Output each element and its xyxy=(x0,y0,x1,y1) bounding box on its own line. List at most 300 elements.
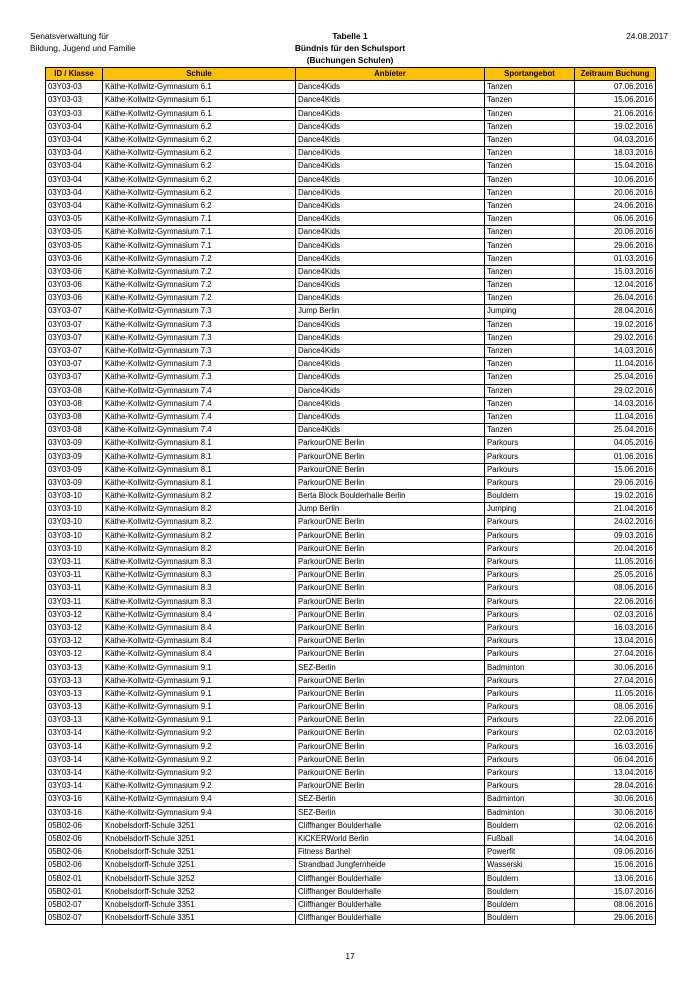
cell-date: 13.04.2016 xyxy=(575,635,656,648)
cell-sport: Tanzen xyxy=(485,133,575,146)
table-row xyxy=(46,846,656,859)
cell-school: Käthe-Kollwitz-Gymnasium 7.3 xyxy=(103,331,296,344)
cell-date: 12.04.2016 xyxy=(575,279,656,292)
cell-date: 19.02.2016 xyxy=(575,120,656,133)
cell-id: 03Y03-13 xyxy=(46,687,103,700)
cell-id: 03Y03-11 xyxy=(46,555,103,568)
cell-id: 03Y03-09 xyxy=(46,463,103,476)
cell-school: Käthe-Kollwitz-Gymnasium 8.3 xyxy=(103,582,296,595)
cell-provider: Dance4Kids xyxy=(296,292,485,305)
cell-school: Käthe-Kollwitz-Gymnasium 6.2 xyxy=(103,186,296,199)
cell-provider: Cliffhanger Boulderhalle xyxy=(296,872,485,885)
cell-id: 03Y03-10 xyxy=(46,529,103,542)
table-row xyxy=(46,476,656,489)
cell-id: 03Y03-08 xyxy=(46,397,103,410)
cell-sport: Parkours xyxy=(485,529,575,542)
cell-sport: Tanzen xyxy=(485,213,575,226)
cell-sport: Wasserski xyxy=(485,859,575,872)
cell-school: Käthe-Kollwitz-Gymnasium 6.1 xyxy=(103,81,296,94)
cell-school: Käthe-Kollwitz-Gymnasium 9.1 xyxy=(103,687,296,700)
cell-provider: ParkourONE Berlin xyxy=(296,542,485,555)
cell-sport: Tanzen xyxy=(485,239,575,252)
cell-school: Käthe-Kollwitz-Gymnasium 8.2 xyxy=(103,542,296,555)
cell-id: 03Y03-11 xyxy=(46,582,103,595)
cell-provider: ParkourONE Berlin xyxy=(296,635,485,648)
table-row xyxy=(46,120,656,133)
table-row xyxy=(46,621,656,634)
cell-sport: Bouldern xyxy=(485,872,575,885)
cell-id: 03Y03-05 xyxy=(46,226,103,239)
cell-sport: Tanzen xyxy=(485,397,575,410)
cell-sport: Bouldern xyxy=(485,885,575,898)
cell-id: 03Y03-14 xyxy=(46,766,103,779)
cell-date: 16.03.2016 xyxy=(575,740,656,753)
cell-provider: SEZ-Berlin xyxy=(296,793,485,806)
cell-date: 08.06.2016 xyxy=(575,898,656,911)
cell-sport: Tanzen xyxy=(485,199,575,212)
cell-provider: ParkourONE Berlin xyxy=(296,516,485,529)
cell-sport: Tanzen xyxy=(485,371,575,384)
cell-date: 22.06.2016 xyxy=(575,595,656,608)
table-row xyxy=(46,912,656,925)
table-row xyxy=(46,753,656,766)
cell-date: 15.03.2016 xyxy=(575,265,656,278)
cell-date: 15.04.2016 xyxy=(575,160,656,173)
cell-school: Käthe-Kollwitz-Gymnasium 9.4 xyxy=(103,793,296,806)
cell-sport: Badminton xyxy=(485,793,575,806)
table-row xyxy=(46,450,656,463)
cell-id: 03Y03-10 xyxy=(46,490,103,503)
table-row xyxy=(46,81,656,94)
cell-school: Knobelsdorff-Schule 3351 xyxy=(103,898,296,911)
page-number: 17 xyxy=(345,951,355,961)
cell-school: Käthe-Kollwitz-Gymnasium 7.4 xyxy=(103,424,296,437)
cell-id: 03Y03-07 xyxy=(46,371,103,384)
cell-date: 27.04.2016 xyxy=(575,648,656,661)
cell-date: 30.06.2016 xyxy=(575,661,656,674)
table-row xyxy=(46,213,656,226)
cell-date: 01.06.2016 xyxy=(575,450,656,463)
cell-provider: ParkourONE Berlin xyxy=(296,437,485,450)
cell-school: Käthe-Kollwitz-Gymnasium 8.1 xyxy=(103,450,296,463)
cell-sport: Parkours xyxy=(485,463,575,476)
table-row xyxy=(46,226,656,239)
cell-date: 27.04.2016 xyxy=(575,674,656,687)
cell-provider: SEZ-Berlin xyxy=(296,806,485,819)
cell-id: 03Y03-10 xyxy=(46,503,103,516)
table-row xyxy=(46,529,656,542)
cell-sport: Jumping xyxy=(485,503,575,516)
cell-provider: Dance4Kids xyxy=(296,318,485,331)
cell-provider: ParkourONE Berlin xyxy=(296,648,485,661)
cell-school: Käthe-Kollwitz-Gymnasium 8.4 xyxy=(103,648,296,661)
cell-id: 03Y03-07 xyxy=(46,318,103,331)
cell-school: Käthe-Kollwitz-Gymnasium 8.1 xyxy=(103,463,296,476)
cell-sport: Bouldern xyxy=(485,819,575,832)
cell-provider: Dance4Kids xyxy=(296,147,485,160)
cell-provider: Dance4Kids xyxy=(296,173,485,186)
table-header-row xyxy=(46,68,656,81)
cell-date: 19.02.2016 xyxy=(575,318,656,331)
cell-id: 03Y03-16 xyxy=(46,793,103,806)
cell-provider: ParkourONE Berlin xyxy=(296,687,485,700)
cell-sport: Bouldern xyxy=(485,912,575,925)
cell-provider: Dance4Kids xyxy=(296,279,485,292)
cell-school: Knobelsdorff-Schule 3251 xyxy=(103,832,296,845)
title-line-2: Bündnis für den Schulsport xyxy=(294,43,406,53)
cell-id: 03Y03-04 xyxy=(46,133,103,146)
title-line-3: (Buchungen Schulen) xyxy=(306,55,394,65)
cell-school: Käthe-Kollwitz-Gymnasium 8.2 xyxy=(103,490,296,503)
cell-id: 03Y03-14 xyxy=(46,780,103,793)
cell-date: 26.04.2016 xyxy=(575,292,656,305)
column-header-id: ID / Klasse xyxy=(46,68,103,81)
cell-provider: Dance4Kids xyxy=(296,384,485,397)
cell-school: Käthe-Kollwitz-Gymnasium 6.2 xyxy=(103,160,296,173)
table-row xyxy=(46,582,656,595)
cell-id: 03Y03-14 xyxy=(46,753,103,766)
cell-provider: ParkourONE Berlin xyxy=(296,701,485,714)
table-row xyxy=(46,239,656,252)
cell-id: 05B02-07 xyxy=(46,912,103,925)
table-row xyxy=(46,371,656,384)
cell-provider: Strandbad Jungfernheide xyxy=(296,859,485,872)
cell-sport: Parkours xyxy=(485,476,575,489)
cell-id: 03Y03-13 xyxy=(46,661,103,674)
column-header-school: Schule xyxy=(103,68,296,81)
cell-id: 03Y03-04 xyxy=(46,186,103,199)
cell-date: 04.05.2016 xyxy=(575,437,656,450)
cell-sport: Parkours xyxy=(485,516,575,529)
cell-provider: Dance4Kids xyxy=(296,239,485,252)
cell-school: Käthe-Kollwitz-Gymnasium 7.3 xyxy=(103,305,296,318)
cell-provider: Dance4Kids xyxy=(296,94,485,107)
cell-school: Käthe-Kollwitz-Gymnasium 6.2 xyxy=(103,133,296,146)
cell-school: Käthe-Kollwitz-Gymnasium 7.2 xyxy=(103,265,296,278)
cell-school: Käthe-Kollwitz-Gymnasium 9.2 xyxy=(103,780,296,793)
table-row xyxy=(46,133,656,146)
cell-date: 11.05.2016 xyxy=(575,687,656,700)
cell-date: 14.04.2016 xyxy=(575,832,656,845)
cell-school: Käthe-Kollwitz-Gymnasium 8.1 xyxy=(103,476,296,489)
cell-provider: Dance4Kids xyxy=(296,226,485,239)
table-row xyxy=(46,674,656,687)
cell-id: 03Y03-16 xyxy=(46,806,103,819)
cell-school: Käthe-Kollwitz-Gymnasium 7.4 xyxy=(103,410,296,423)
cell-date: 15.06.2016 xyxy=(575,463,656,476)
cell-sport: Tanzen xyxy=(485,424,575,437)
cell-school: Käthe-Kollwitz-Gymnasium 7.1 xyxy=(103,226,296,239)
cell-school: Käthe-Kollwitz-Gymnasium 7.4 xyxy=(103,384,296,397)
cell-sport: Parkours xyxy=(485,621,575,634)
cell-sport: Parkours xyxy=(485,740,575,753)
cell-sport: Parkours xyxy=(485,569,575,582)
cell-date: 21.04.2016 xyxy=(575,503,656,516)
cell-sport: Tanzen xyxy=(485,226,575,239)
cell-date: 20.04.2016 xyxy=(575,542,656,555)
cell-sport: Fußball xyxy=(485,832,575,845)
table-row xyxy=(46,305,656,318)
cell-provider: ParkourONE Berlin xyxy=(296,727,485,740)
cell-date: 14.03.2016 xyxy=(575,344,656,357)
cell-id: 03Y03-14 xyxy=(46,727,103,740)
table-row xyxy=(46,358,656,371)
cell-provider: ParkourONE Berlin xyxy=(296,608,485,621)
cell-sport: Parkours xyxy=(485,635,575,648)
cell-provider: Cliffhanger Boulderhalle xyxy=(296,819,485,832)
table-row xyxy=(46,199,656,212)
document-title xyxy=(230,30,470,66)
cell-provider: Dance4Kids xyxy=(296,265,485,278)
cell-provider: Jump Berlin xyxy=(296,305,485,318)
table-row xyxy=(46,832,656,845)
cell-id: 05B02-06 xyxy=(46,859,103,872)
cell-provider: Dance4Kids xyxy=(296,331,485,344)
cell-date: 29.06.2016 xyxy=(575,239,656,252)
cell-id: 03Y03-12 xyxy=(46,648,103,661)
table-row xyxy=(46,186,656,199)
cell-sport: Tanzen xyxy=(485,265,575,278)
cell-provider: ParkourONE Berlin xyxy=(296,463,485,476)
cell-date: 25.05.2016 xyxy=(575,569,656,582)
table-row xyxy=(46,885,656,898)
cell-id: 03Y03-12 xyxy=(46,608,103,621)
cell-provider: ParkourONE Berlin xyxy=(296,674,485,687)
table-row xyxy=(46,331,656,344)
table-row xyxy=(46,793,656,806)
cell-provider: Dance4Kids xyxy=(296,344,485,357)
cell-school: Käthe-Kollwitz-Gymnasium 7.1 xyxy=(103,213,296,226)
cell-school: Knobelsdorff-Schule 3251 xyxy=(103,859,296,872)
cell-sport: Parkours xyxy=(485,555,575,568)
table-row xyxy=(46,687,656,700)
cell-provider: Dance4Kids xyxy=(296,120,485,133)
cell-provider: Dance4Kids xyxy=(296,199,485,212)
cell-provider: KiCKERWorld Berlin xyxy=(296,832,485,845)
cell-id: 03Y03-08 xyxy=(46,410,103,423)
cell-id: 03Y03-09 xyxy=(46,476,103,489)
title-line-1: Tabelle 1 xyxy=(332,31,368,41)
cell-id: 03Y03-03 xyxy=(46,94,103,107)
cell-date: 30.06.2016 xyxy=(575,806,656,819)
cell-id: 05B02-01 xyxy=(46,872,103,885)
cell-school: Käthe-Kollwitz-Gymnasium 8.2 xyxy=(103,529,296,542)
cell-id: 03Y03-06 xyxy=(46,265,103,278)
cell-sport: Tanzen xyxy=(485,252,575,265)
cell-id: 03Y03-07 xyxy=(46,358,103,371)
cell-date: 08.06.2016 xyxy=(575,701,656,714)
cell-provider: ParkourONE Berlin xyxy=(296,476,485,489)
cell-date: 08.06.2016 xyxy=(575,582,656,595)
document-date: 24.08.2017 xyxy=(626,31,668,41)
cell-school: Käthe-Kollwitz-Gymnasium 8.3 xyxy=(103,569,296,582)
cell-sport: Jumping xyxy=(485,305,575,318)
cell-provider: Dance4Kids xyxy=(296,358,485,371)
cell-id: 03Y03-11 xyxy=(46,595,103,608)
cell-date: 02.06.2016 xyxy=(575,819,656,832)
table-row xyxy=(46,714,656,727)
table-row xyxy=(46,503,656,516)
table-row xyxy=(46,819,656,832)
cell-school: Käthe-Kollwitz-Gymnasium 8.1 xyxy=(103,437,296,450)
cell-sport: Tanzen xyxy=(485,318,575,331)
cell-date: 11.05.2016 xyxy=(575,555,656,568)
cell-id: 03Y03-11 xyxy=(46,569,103,582)
cell-school: Käthe-Kollwitz-Gymnasium 7.2 xyxy=(103,279,296,292)
cell-sport: Tanzen xyxy=(485,384,575,397)
table-row xyxy=(46,292,656,305)
cell-provider: Fitness Barthel xyxy=(296,846,485,859)
cell-date: 11.04.2016 xyxy=(575,410,656,423)
cell-date: 25.04.2016 xyxy=(575,424,656,437)
table-row xyxy=(46,780,656,793)
cell-date: 10.06.2016 xyxy=(575,173,656,186)
table-row xyxy=(46,595,656,608)
cell-id: 03Y03-13 xyxy=(46,674,103,687)
cell-school: Käthe-Kollwitz-Gymnasium 7.3 xyxy=(103,358,296,371)
cell-school: Käthe-Kollwitz-Gymnasium 9.1 xyxy=(103,674,296,687)
cell-provider: ParkourONE Berlin xyxy=(296,595,485,608)
table-row xyxy=(46,107,656,120)
table-row xyxy=(46,516,656,529)
cell-school: Käthe-Kollwitz-Gymnasium 8.2 xyxy=(103,503,296,516)
column-header-provider: Anbieter xyxy=(296,68,485,81)
cell-provider: Dance4Kids xyxy=(296,160,485,173)
table-row xyxy=(46,279,656,292)
cell-date: 01.03.2016 xyxy=(575,252,656,265)
bookings-table xyxy=(45,67,656,925)
table-row xyxy=(46,410,656,423)
cell-school: Knobelsdorff-Schule 3252 xyxy=(103,872,296,885)
cell-sport: Powerfit xyxy=(485,846,575,859)
cell-school: Käthe-Kollwitz-Gymnasium 8.4 xyxy=(103,621,296,634)
cell-date: 02.03.2016 xyxy=(575,727,656,740)
cell-sport: Parkours xyxy=(485,582,575,595)
table-row xyxy=(46,384,656,397)
table-row xyxy=(46,648,656,661)
cell-sport: Tanzen xyxy=(485,147,575,160)
issuer-block xyxy=(30,30,136,54)
cell-id: 03Y03-08 xyxy=(46,424,103,437)
cell-id: 03Y03-12 xyxy=(46,621,103,634)
cell-id: 03Y03-03 xyxy=(46,81,103,94)
cell-date: 25.04.2016 xyxy=(575,371,656,384)
table-row xyxy=(46,806,656,819)
cell-provider: Dance4Kids xyxy=(296,107,485,120)
cell-sport: Parkours xyxy=(485,714,575,727)
cell-id: 03Y03-13 xyxy=(46,714,103,727)
cell-school: Käthe-Kollwitz-Gymnasium 6.2 xyxy=(103,199,296,212)
cell-school: Käthe-Kollwitz-Gymnasium 9.1 xyxy=(103,701,296,714)
cell-date: 22.06.2016 xyxy=(575,714,656,727)
cell-school: Knobelsdorff-Schule 3351 xyxy=(103,912,296,925)
cell-school: Käthe-Kollwitz-Gymnasium 7.1 xyxy=(103,239,296,252)
issuer-line-2: Bildung, Jugend und Familie xyxy=(30,43,136,53)
cell-provider: Dance4Kids xyxy=(296,213,485,226)
cell-sport: Parkours xyxy=(485,648,575,661)
cell-school: Käthe-Kollwitz-Gymnasium 7.2 xyxy=(103,292,296,305)
cell-id: 03Y03-10 xyxy=(46,542,103,555)
cell-date: 29.02.2016 xyxy=(575,384,656,397)
cell-provider: Dance4Kids xyxy=(296,252,485,265)
cell-sport: Tanzen xyxy=(485,94,575,107)
table-row xyxy=(46,569,656,582)
cell-date: 11.04.2016 xyxy=(575,358,656,371)
cell-date: 28.04.2016 xyxy=(575,780,656,793)
cell-provider: Cliffhanger Boulderhalle xyxy=(296,885,485,898)
cell-date: 24.06.2016 xyxy=(575,199,656,212)
table-row xyxy=(46,635,656,648)
table-row xyxy=(46,318,656,331)
cell-provider: Dance4Kids xyxy=(296,186,485,199)
cell-sport: Badminton xyxy=(485,806,575,819)
table-row xyxy=(46,766,656,779)
table-row xyxy=(46,463,656,476)
cell-id: 03Y03-04 xyxy=(46,160,103,173)
cell-sport: Parkours xyxy=(485,727,575,740)
cell-school: Käthe-Kollwitz-Gymnasium 7.3 xyxy=(103,318,296,331)
table-row xyxy=(46,701,656,714)
cell-date: 15.06.2016 xyxy=(575,94,656,107)
cell-id: 03Y03-12 xyxy=(46,635,103,648)
cell-id: 03Y03-05 xyxy=(46,213,103,226)
cell-provider: Berta Block Boulderhalle Berlin xyxy=(296,490,485,503)
table-row xyxy=(46,147,656,160)
cell-school: Käthe-Kollwitz-Gymnasium 8.2 xyxy=(103,516,296,529)
table-row xyxy=(46,94,656,107)
cell-id: 03Y03-10 xyxy=(46,516,103,529)
cell-sport: Tanzen xyxy=(485,173,575,186)
cell-date: 16.03.2016 xyxy=(575,621,656,634)
cell-school: Käthe-Kollwitz-Gymnasium 9.4 xyxy=(103,806,296,819)
cell-school: Käthe-Kollwitz-Gymnasium 7.3 xyxy=(103,371,296,384)
cell-date: 19.02.2016 xyxy=(575,490,656,503)
cell-sport: Tanzen xyxy=(485,292,575,305)
cell-date: 13.04.2016 xyxy=(575,766,656,779)
cell-school: Käthe-Kollwitz-Gymnasium 7.4 xyxy=(103,397,296,410)
cell-date: 04.03.2016 xyxy=(575,133,656,146)
cell-provider: ParkourONE Berlin xyxy=(296,714,485,727)
cell-sport: Parkours xyxy=(485,450,575,463)
cell-sport: Tanzen xyxy=(485,120,575,133)
table-row xyxy=(46,555,656,568)
issuer-line-1: Senatsverwaltung für xyxy=(30,31,109,41)
cell-date: 02.03.2016 xyxy=(575,608,656,621)
cell-id: 03Y03-09 xyxy=(46,437,103,450)
cell-provider: ParkourONE Berlin xyxy=(296,621,485,634)
cell-provider: ParkourONE Berlin xyxy=(296,450,485,463)
table-row xyxy=(46,265,656,278)
cell-id: 03Y03-06 xyxy=(46,252,103,265)
cell-provider: ParkourONE Berlin xyxy=(296,740,485,753)
table-row xyxy=(46,160,656,173)
cell-id: 03Y03-09 xyxy=(46,450,103,463)
cell-provider: ParkourONE Berlin xyxy=(296,753,485,766)
cell-sport: Bouldern xyxy=(485,490,575,503)
cell-sport: Parkours xyxy=(485,608,575,621)
cell-id: 03Y03-04 xyxy=(46,173,103,186)
cell-id: 05B02-06 xyxy=(46,846,103,859)
cell-sport: Parkours xyxy=(485,701,575,714)
cell-sport: Tanzen xyxy=(485,160,575,173)
cell-school: Käthe-Kollwitz-Gymnasium 9.1 xyxy=(103,661,296,674)
cell-sport: Parkours xyxy=(485,595,575,608)
cell-date: 06.06.2016 xyxy=(575,213,656,226)
column-header-sport: Sportangebot xyxy=(485,68,575,81)
cell-date: 28.04.2016 xyxy=(575,305,656,318)
cell-sport: Bouldern xyxy=(485,898,575,911)
cell-provider: SEZ-Berlin xyxy=(296,661,485,674)
